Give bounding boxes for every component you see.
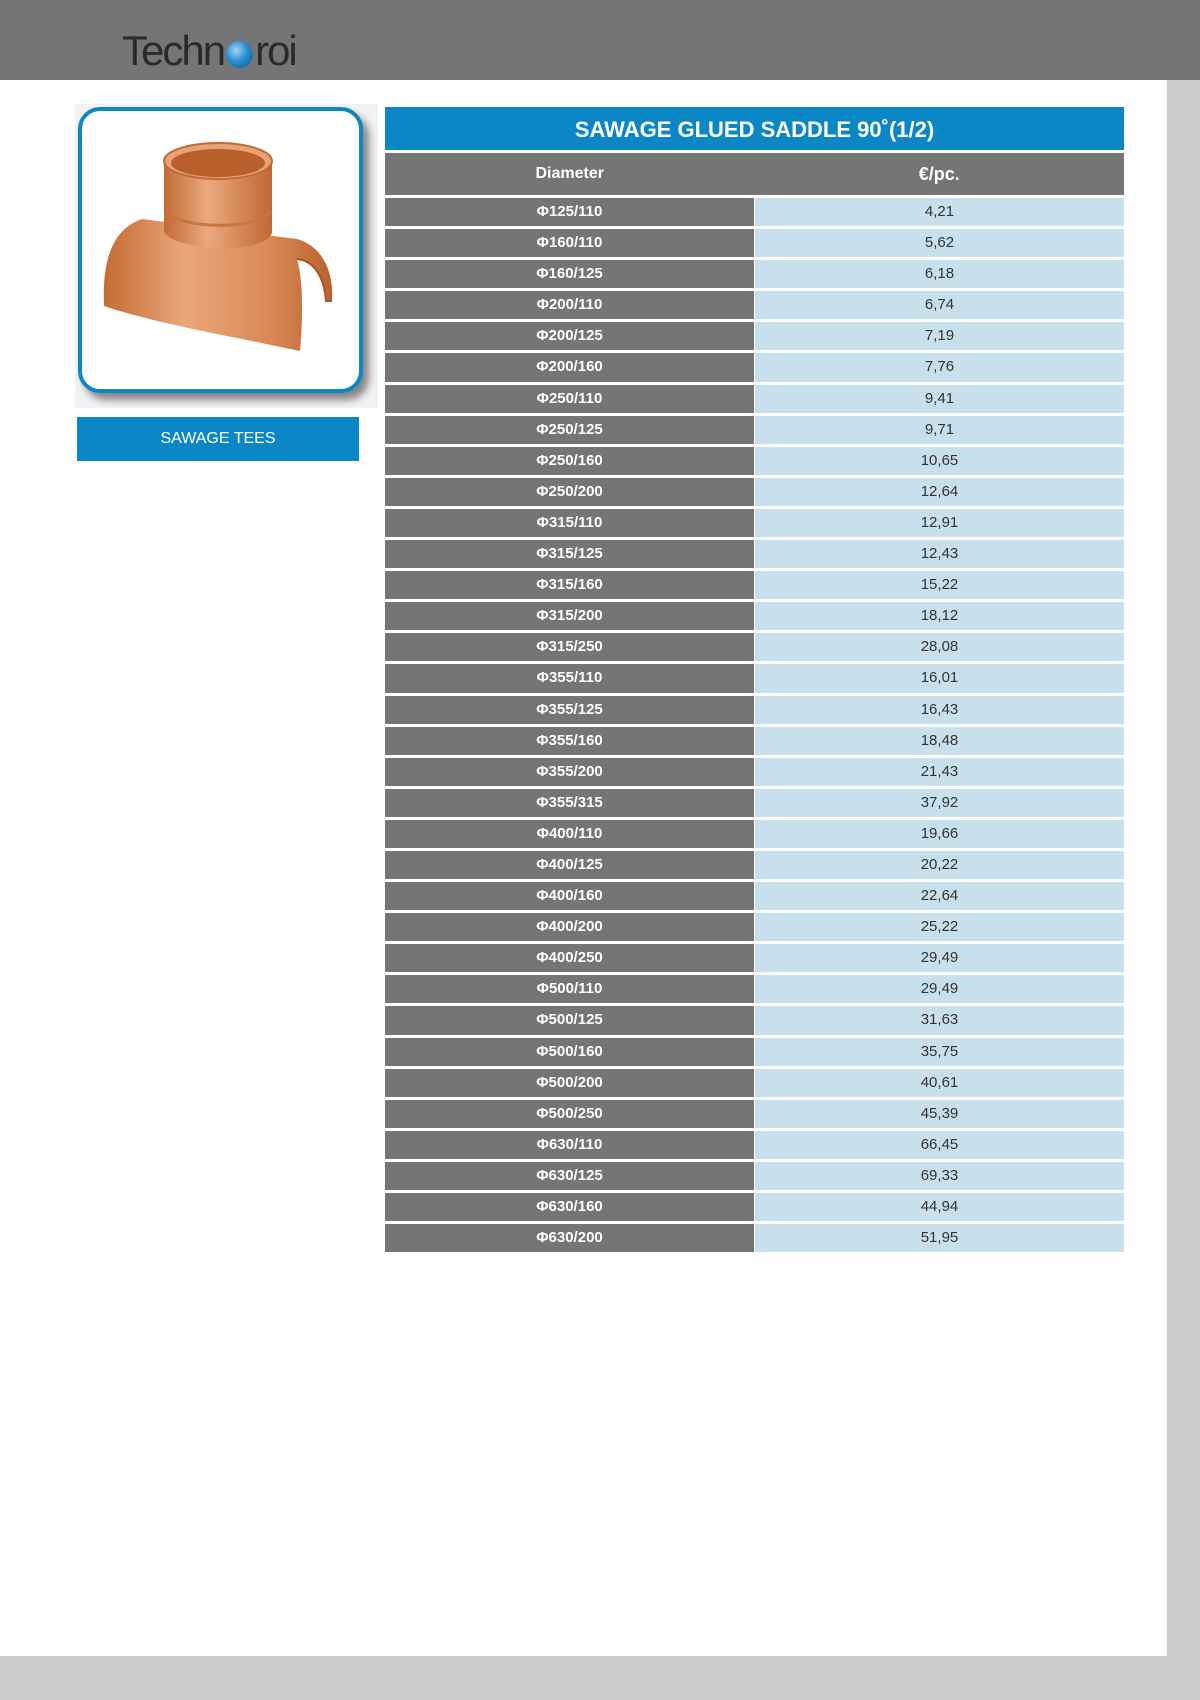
diameter-cell: Φ355/160 <box>385 727 754 755</box>
diameter-cell: Φ200/110 <box>385 291 754 319</box>
table-row <box>385 820 1124 848</box>
table-row <box>385 758 1124 786</box>
diameter-cell: Φ400/250 <box>385 944 754 972</box>
logo-text-end: roi <box>255 27 296 74</box>
price-cell: 20,22 <box>755 851 1124 879</box>
price-cell: 22,64 <box>755 882 1124 910</box>
table-row <box>385 198 1124 226</box>
diameter-cell: Φ630/110 <box>385 1131 754 1159</box>
diameter-cell: Φ500/200 <box>385 1069 754 1097</box>
table-row <box>385 664 1124 692</box>
table-row <box>385 696 1124 724</box>
price-cell: 35,75 <box>755 1038 1124 1066</box>
price-cell: 21,43 <box>755 758 1124 786</box>
diameter-cell: Φ315/200 <box>385 602 754 630</box>
price-cell: 44,94 <box>755 1193 1124 1221</box>
column-header-price: €/pc. <box>918 164 960 184</box>
table-row <box>385 540 1124 568</box>
diameter-cell: Φ250/160 <box>385 447 754 475</box>
table-row <box>385 602 1124 630</box>
diameter-cell: Φ500/160 <box>385 1038 754 1066</box>
table-body <box>385 198 1124 1252</box>
price-cell: 7,19 <box>755 322 1124 350</box>
price-cell: 51,95 <box>755 1224 1124 1252</box>
price-cell: 6,74 <box>755 291 1124 319</box>
price-cell: 19,66 <box>755 820 1124 848</box>
price-cell: 18,48 <box>755 727 1124 755</box>
diameter-cell: Φ355/125 <box>385 696 754 724</box>
diameter-cell: Φ315/250 <box>385 633 754 661</box>
table-title: SAWAGE GLUED SADDLE 90˚(1/2) <box>385 107 1124 150</box>
price-cell: 15,22 <box>755 571 1124 599</box>
diameter-cell: Φ160/110 <box>385 229 754 257</box>
table-row <box>385 447 1124 475</box>
diameter-cell: Φ355/110 <box>385 664 754 692</box>
logo-text-start: Techn <box>122 27 225 74</box>
diameter-cell: Φ400/110 <box>385 820 754 848</box>
table-row <box>385 882 1124 910</box>
price-cell: 9,41 <box>755 385 1124 413</box>
diameter-cell: Φ250/110 <box>385 385 754 413</box>
saddle-fitting-image <box>82 111 359 389</box>
price-cell: 16,43 <box>755 696 1124 724</box>
diameter-cell: Φ250/125 <box>385 416 754 444</box>
diameter-cell: Φ315/160 <box>385 571 754 599</box>
price-cell: 18,12 <box>755 602 1124 630</box>
diameter-cell: Φ200/125 <box>385 322 754 350</box>
table-row <box>385 478 1124 506</box>
product-image-panel <box>75 104 378 408</box>
price-cell: 40,61 <box>755 1069 1124 1097</box>
table-row <box>385 385 1124 413</box>
diameter-cell: Φ355/200 <box>385 758 754 786</box>
table-row <box>385 851 1124 879</box>
table-row <box>385 353 1124 381</box>
diameter-cell: Φ400/200 <box>385 913 754 941</box>
price-cell: 66,45 <box>755 1131 1124 1159</box>
price-cell: 12,91 <box>755 509 1124 537</box>
globe-icon <box>226 41 253 68</box>
table-row <box>385 571 1124 599</box>
table-row <box>385 416 1124 444</box>
table-row <box>385 1100 1124 1128</box>
price-cell: 37,92 <box>755 789 1124 817</box>
diameter-cell: Φ125/110 <box>385 198 754 226</box>
price-cell: 31,63 <box>755 1006 1124 1034</box>
sawage-tees-button[interactable]: SAWAGE TEES <box>77 417 359 461</box>
table-header-row <box>385 153 1124 195</box>
diameter-cell: Φ500/250 <box>385 1100 754 1128</box>
column-header-diameter: Diameter <box>535 165 604 182</box>
diameter-cell: Φ630/160 <box>385 1193 754 1221</box>
right-margin-strip <box>1167 80 1200 1700</box>
table-row <box>385 229 1124 257</box>
price-table <box>385 107 1124 1255</box>
price-cell: 9,71 <box>755 416 1124 444</box>
table-row <box>385 1224 1124 1252</box>
table-row <box>385 633 1124 661</box>
table-row <box>385 727 1124 755</box>
table-row <box>385 1038 1124 1066</box>
diameter-cell: Φ315/110 <box>385 509 754 537</box>
price-cell: 4,21 <box>755 198 1124 226</box>
price-cell: 45,39 <box>755 1100 1124 1128</box>
price-cell: 5,62 <box>755 229 1124 257</box>
table-row <box>385 975 1124 1003</box>
price-cell: 12,43 <box>755 540 1124 568</box>
product-image-frame <box>78 107 363 393</box>
table-row <box>385 1162 1124 1190</box>
table-row <box>385 913 1124 941</box>
price-cell: 16,01 <box>755 664 1124 692</box>
diameter-cell: Φ250/200 <box>385 478 754 506</box>
diameter-cell: Φ630/125 <box>385 1162 754 1190</box>
bottom-bar <box>0 1656 1200 1700</box>
price-cell: 29,49 <box>755 975 1124 1003</box>
price-cell: 7,76 <box>755 353 1124 381</box>
diameter-cell: Φ160/125 <box>385 260 754 288</box>
diameter-cell: Φ315/125 <box>385 540 754 568</box>
table-row <box>385 1069 1124 1097</box>
table-row <box>385 260 1124 288</box>
technoroi-logo <box>122 28 296 74</box>
diameter-cell: Φ355/315 <box>385 789 754 817</box>
diameter-cell: Φ630/200 <box>385 1224 754 1252</box>
price-cell: 12,64 <box>755 478 1124 506</box>
diameter-cell: Φ400/160 <box>385 882 754 910</box>
table-row <box>385 322 1124 350</box>
table-row <box>385 1131 1124 1159</box>
table-row <box>385 1193 1124 1221</box>
table-row <box>385 789 1124 817</box>
diameter-cell: Φ400/125 <box>385 851 754 879</box>
price-cell: 29,49 <box>755 944 1124 972</box>
price-cell: 6,18 <box>755 260 1124 288</box>
price-cell: 28,08 <box>755 633 1124 661</box>
diameter-cell: Φ500/125 <box>385 1006 754 1034</box>
price-cell: 25,22 <box>755 913 1124 941</box>
price-cell: 10,65 <box>755 447 1124 475</box>
table-row <box>385 291 1124 319</box>
price-cell: 69,33 <box>755 1162 1124 1190</box>
diameter-cell: Φ500/110 <box>385 975 754 1003</box>
table-row <box>385 1006 1124 1034</box>
table-row <box>385 944 1124 972</box>
table-row <box>385 509 1124 537</box>
diameter-cell: Φ200/160 <box>385 353 754 381</box>
